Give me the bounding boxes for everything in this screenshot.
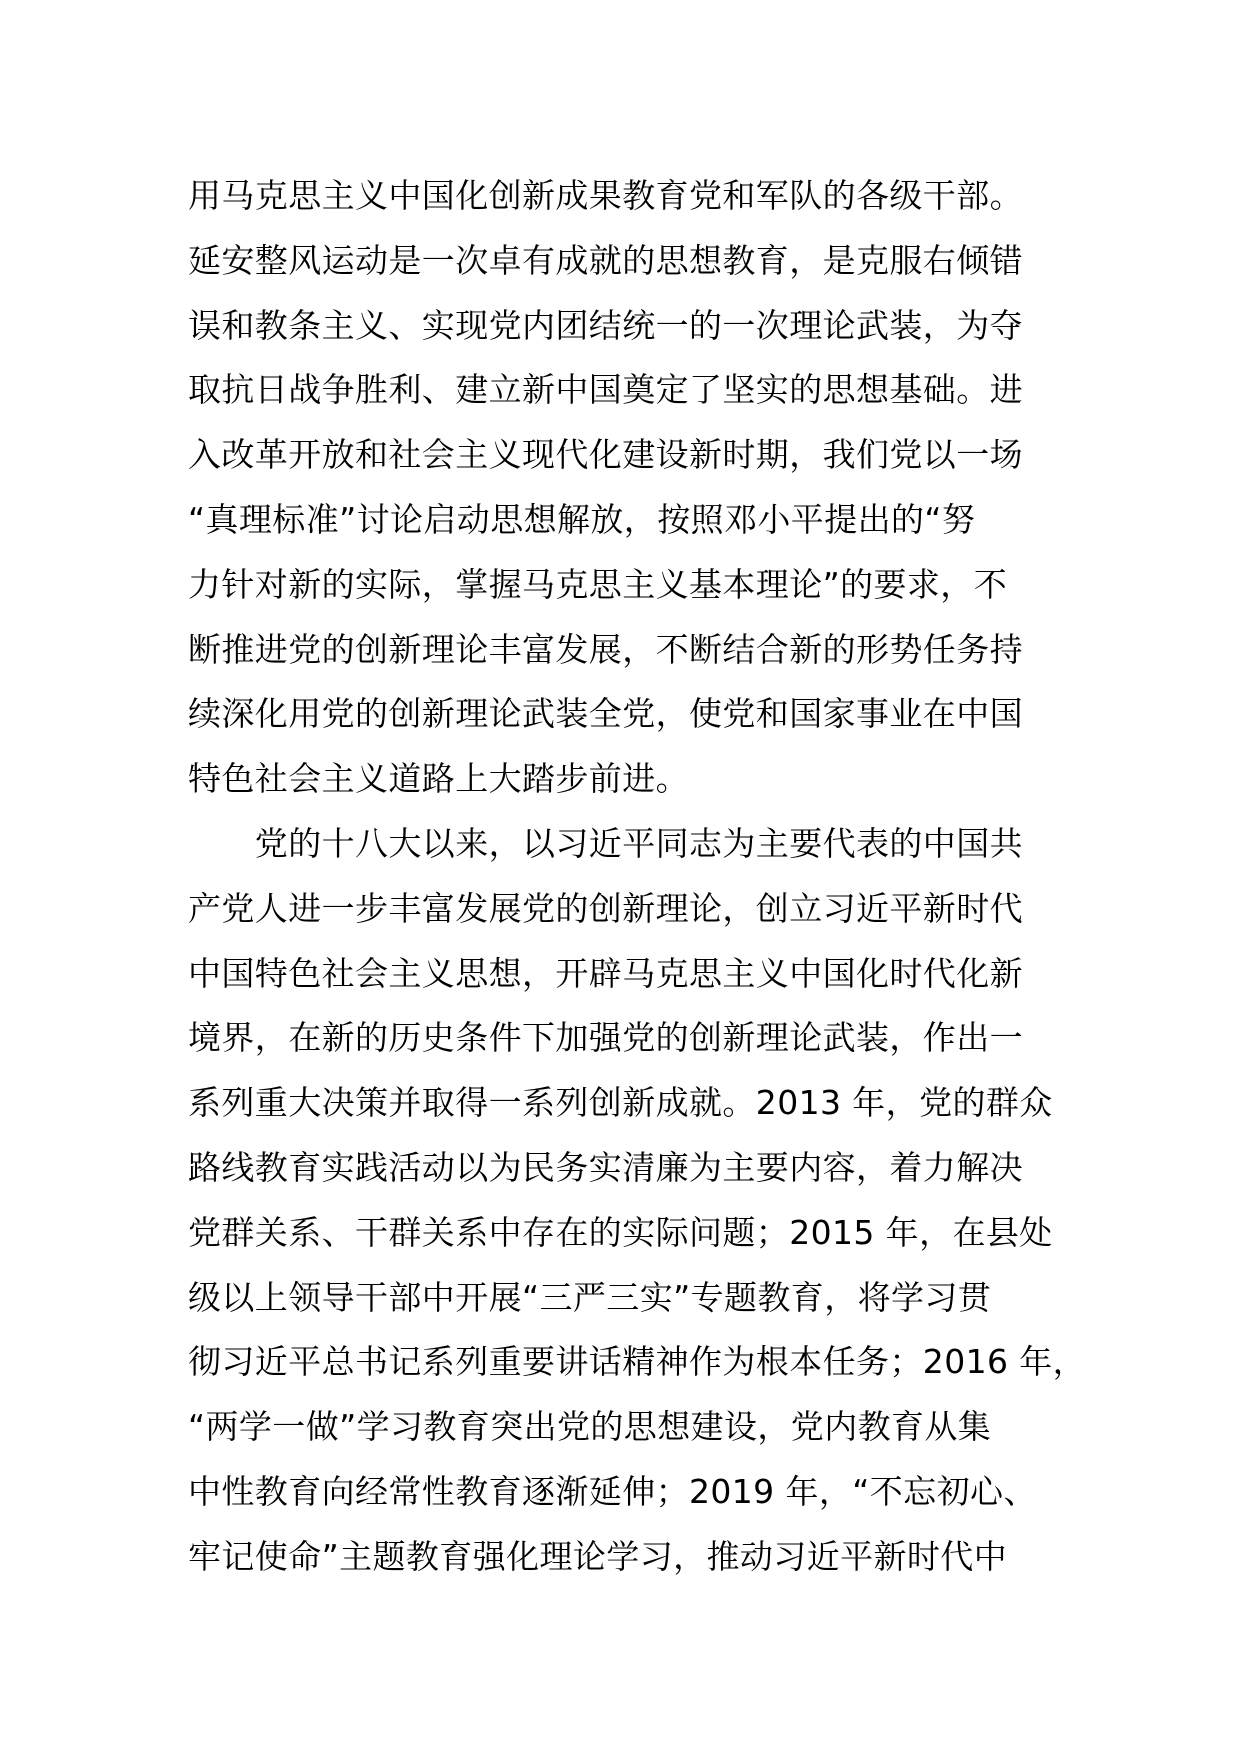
text-line: 力针对新的实际，掌握马克思主义基本理论”的要求，不 xyxy=(188,564,1008,604)
text-line: 断推进党的创新理论丰富发展，不断结合新的形势任务持 xyxy=(188,629,1023,669)
text-line: 误和教条主义、实现党内团结统一的一次理论武装，为夺 xyxy=(188,305,1023,345)
text-line: “两学一做”学习教育突出党的思想建设，党内教育从集 xyxy=(188,1407,992,1447)
text-line: 级以上领导干部中开展“三严三实”专题教育，将学习贯 xyxy=(188,1277,992,1317)
text-line: 党群关系、干群关系中存在的实际问题；2015 年，在县处 xyxy=(188,1212,1053,1252)
text-line: 牢记使命”主题教育强化理论学习，推动习近平新时代中 xyxy=(188,1536,1008,1576)
text-line: 特色社会主义道路上大踏步前进。 xyxy=(188,759,689,799)
text-line: 产党人进一步丰富发展党的创新理论，创立习近平新时代 xyxy=(188,888,1023,928)
text-line: 党的十八大以来，以习近平同志为主要代表的中国共 xyxy=(188,823,1023,863)
text-line: 系列重大决策并取得一系列创新成就。2013 年，党的群众 xyxy=(188,1083,1053,1123)
text-line: 用马克思主义中国化创新成果教育党和军队的各级干部。 xyxy=(188,176,1023,215)
text-line: 取抗日战争胜利、建立新中国奠定了坚实的思想基础。进 xyxy=(188,370,1023,410)
body-text xyxy=(188,164,1088,1590)
text-line: 中国特色社会主义思想，开辟马克思主义中国化时代化新 xyxy=(188,953,1023,993)
text-line: 境界，在新的历史条件下加强党的创新理论武装，作出一 xyxy=(188,1018,1023,1058)
text-line: “真理标准”讨论启动思想解放，按照邓小平提出的“努 xyxy=(188,499,976,539)
text-line: 入改革开放和社会主义现代化建设新时期，我们党以一场 xyxy=(188,435,1023,475)
text-line: 延安整风运动是一次卓有成就的思想教育，是克服右倾错 xyxy=(188,240,1023,280)
text-line: 彻习近平总书记系列重要讲话精神作为根本任务；2016 年， xyxy=(188,1342,1087,1382)
text-line: 路线教育实践活动以为民务实清廉为主要内容，着力解决 xyxy=(188,1147,1023,1187)
text-line: 中性教育向经常性教育逐渐延伸；2019 年，“不忘初心、 xyxy=(188,1471,1037,1511)
text-line: 续深化用党的创新理论武装全党，使党和国家事业在中国 xyxy=(188,694,1023,734)
